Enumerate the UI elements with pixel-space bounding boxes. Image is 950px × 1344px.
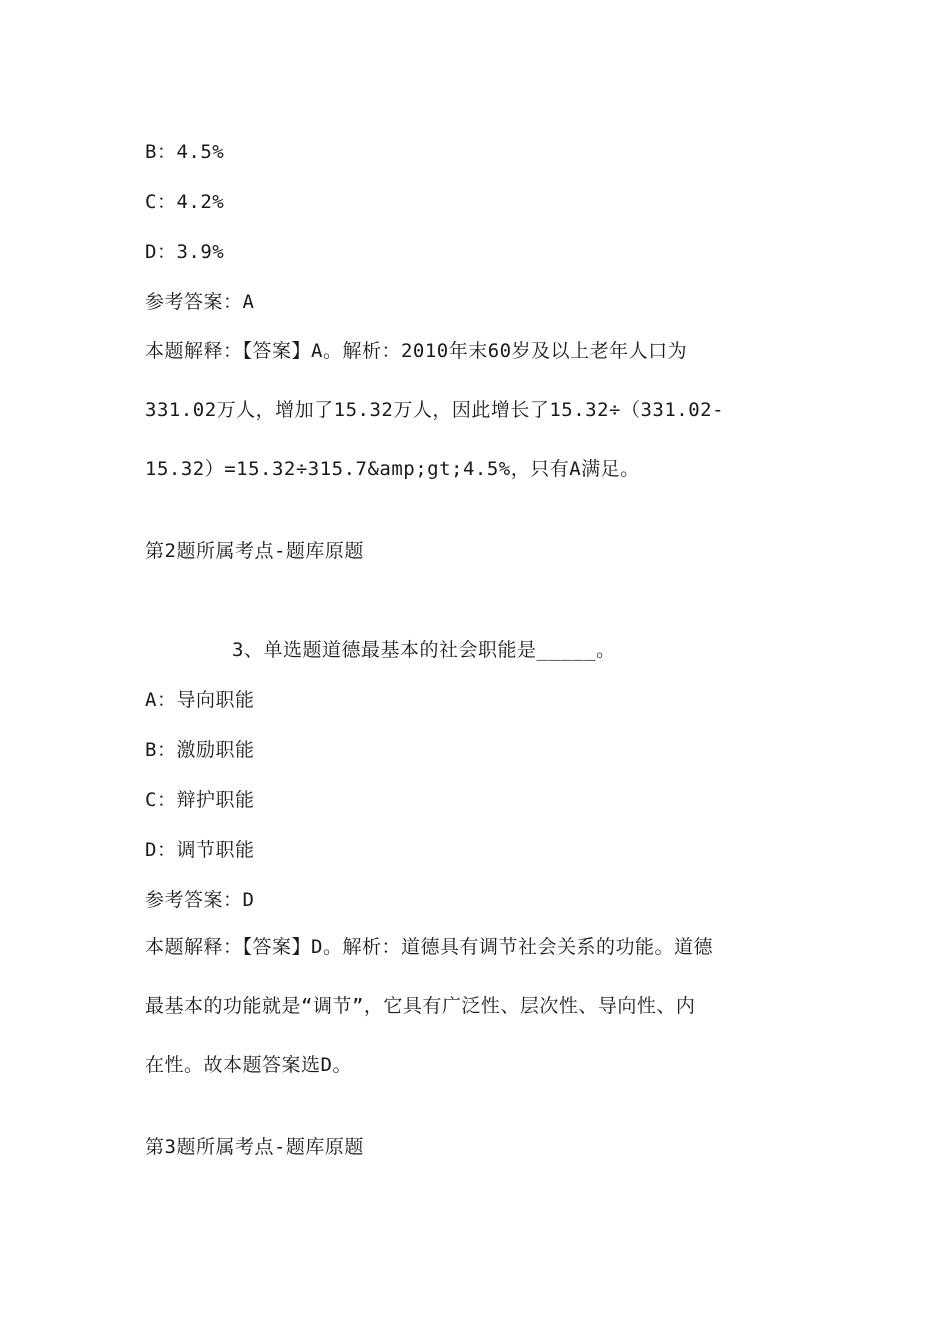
q2-explanation-line: 331.02万人，增加了15.32万人，因此增长了15.32÷（331.02- [145, 399, 725, 421]
q3-knowledge-point: 第3题所属考点-题库原题 [145, 1136, 364, 1158]
q3-option-b: B：激励职能 [145, 739, 255, 761]
q2-knowledge-point: 第2题所属考点-题库原题 [145, 540, 364, 562]
q2-explanation-line: 本题解释：【答案】A。解析：2010年末60岁及以上老年人口为 [145, 340, 688, 362]
q2-option-d: D：3.9% [145, 241, 225, 263]
q3-stem: 3、单选题道德最基本的社会职能是_____。 [232, 639, 616, 661]
q3-option-c: C：辩护职能 [145, 789, 255, 811]
q2-explanation [145, 322, 813, 499]
q2-option-b: B：4.5% [145, 141, 225, 163]
q3-explanation-line: 在性。故本题答案选D。 [145, 1054, 352, 1076]
q2-answer: 参考答案：A [145, 291, 255, 313]
q3-option-a: A：导向职能 [145, 689, 255, 711]
q2-explanation-line: 15.32）=15.32÷315.7&amp;gt;4.5%，只有A满足。 [145, 458, 640, 480]
q3-answer: 参考答案：D [145, 889, 255, 911]
q3-option-d: D：调节职能 [145, 839, 255, 861]
q3-explanation-line: 本题解释：【答案】D。解析：道德具有调节社会关系的功能。道德 [145, 936, 713, 958]
q3-explanation-line: 最基本的功能就是“调节”，它具有广泛性、层次性、导向性、内 [145, 995, 696, 1017]
q2-option-c: C：4.2% [145, 191, 225, 213]
q3-explanation [145, 918, 813, 1095]
